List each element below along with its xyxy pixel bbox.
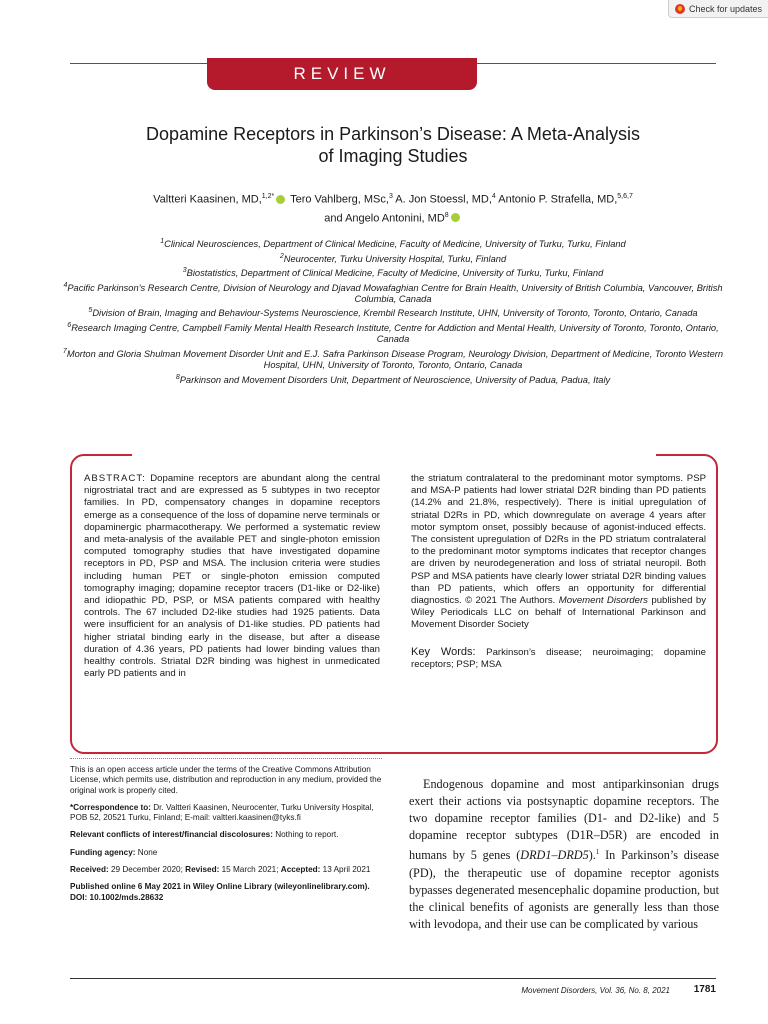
- check-for-updates-label: Check for updates: [689, 3, 763, 14]
- article-title: [80, 123, 706, 167]
- funding-text: None: [137, 847, 158, 857]
- affiliation-text: Division of Brain, Imaging and Behaviour-Systems Neuroscience, Krembil Research Institute, UHN, University of Toronto, Toronto, Ontario, Canada: [92, 308, 698, 319]
- citation-ref[interactable]: 1: [595, 848, 600, 857]
- abstract-text-left: Dopamine receptors are abundant along the central nigrostriatal tract and are expressed as 5 subtypes in two receptor families. In PD, compensatory changes in dopamine receptors emerge as a consequence of the loss of dopamine nerve terminals or dopaminergic pharmacotherapy. We performed a systematic review and meta-analysis of the available PET and single-photon emission computed tomography studies that have investigated dopamine receptors in PD, PSP and MSA. The inclusion criteria were studies including human PET or single-photon emission computed tomography imaging; dopamine receptor tracers (D1-like or D2-like) and idiopathic PD, PSP, or MSA patients compared with healthy controls. The 67 included D2-like studies had 1925 patients. Data were insufficient for an analysis of D1-like studies. PD patients had higher striatal binding early in the disease, but after a disease duration of 4.36 years, PD patients had lower binding values than healthy controls. Striatal D2R binding was highest in unmedicated early PD patients and in: [84, 473, 380, 680]
- title-line-2: of Imaging Studies: [318, 146, 468, 166]
- abstract-text-right: the striatum contralateral to the predominant motor symptoms. PSP and MSA-P patients had lower striatal D2R binding than PD patients (14.2% and 21.8%, respectively). There is initial upregulation of striatal D2Rs in PD, which downregulate on average 4 years after motor symptom onset, possibly because of agonist-induced effects. The consistent upregulation of D2Rs in the PD striatum contralateral to the predominant motor symptoms indicates that receptor changes are driven by neurodegeneration and loss of striatal neuropil. Both PSP and MSA patients have clearly lower striatal D2R binding values than PD patients, which offers an opportunity for differential diagnostics. © 2021 The Authors.: [411, 473, 706, 607]
- affiliation-text: Pacific Parkinson’s Research Centre, Division of Neurology and Djavad Mowafaghian Centre for Brain Health, University of British Columbia, Vancouver, British Columbia, Canada: [67, 282, 723, 304]
- abstract-text-tail: published by Wiley Periodicals LLC on behalf of International Parkinson and Movement Disorder Society: [411, 595, 706, 631]
- affiliations: [60, 236, 726, 386]
- affiliation-number: 7: [62, 347, 67, 355]
- crossmark-icon: [675, 4, 685, 14]
- author-1: Valtteri Kaasinen, MD,: [153, 193, 262, 206]
- author-5-affil: 8: [444, 211, 449, 219]
- affiliation: [60, 372, 726, 387]
- open-access-note: This is an open access article under the terms of the Creative Commons Attribution License, which permits use, distribution and reproduction in any medium, provided the original work is properly cited.: [70, 765, 382, 795]
- abstract-left-column: [84, 473, 380, 680]
- received-date: 29 December 2020;: [110, 865, 183, 875]
- affiliation: [60, 265, 726, 280]
- accepted-label: Accepted:: [280, 865, 321, 875]
- affiliation-number: 3: [182, 267, 187, 274]
- abstract-right-column: [411, 473, 706, 671]
- affiliation: [60, 251, 726, 266]
- funding-label: Funding agency:: [70, 847, 136, 857]
- affiliation-number: 2: [279, 252, 284, 260]
- author-3: A. Jon Stoessl, MD,: [395, 193, 492, 206]
- correspondence-label: *Correspondence to:: [70, 802, 151, 812]
- gene-names: DRD1–DRD5: [520, 848, 589, 863]
- author-5: and Angelo Antonini, MD: [324, 212, 445, 225]
- author-2-affil: 3: [388, 193, 393, 200]
- journal-name: Movement Disorders: [558, 595, 648, 607]
- affiliation: [60, 320, 726, 346]
- affiliation-text: Neurocenter, Turku University Hospital, Turku, Finland: [283, 253, 507, 264]
- correspondence-text: Dr. Valtteri Kaasinen, Neurocenter, Turku University Hospital, POB 52, 20521 Turku, Finland; E-mail: valtteri.kaasinen@tyks.fi: [70, 802, 374, 823]
- affiliation-text: Morton and Gloria Shulman Movement Disorder Unit and E.J. Safra Parkinson Disease Program, Neurology Division, Department of Medicine, Toronto Western Hospital, UHN, University of Toronto, Toronto, Ontario, Canada: [66, 348, 724, 371]
- author-1-affil: 1,2*: [261, 193, 275, 200]
- body-text-a: Endogenous dopamine and most antiparkinsonian drugs exert their actions via postsynaptic dopamine receptors. The two dopamine receptor families (D1- and D2-like) and 5 dopamine receptor subtypes (D1R–D5R) are encoded in humans by 5 genes (: [409, 777, 719, 863]
- affiliation-text: Research Imaging Centre, Campbell Family Mental Health Research Institute, Centre for Addiction and Mental Health, University of Toronto, Toronto, Ontario, Canada: [71, 323, 719, 345]
- affiliation-text: Clinical Neurosciences, Department of Clinical Medicine, Faculty of Medicine, University of Turku, Turku, Finland: [164, 239, 626, 250]
- author-4: Antonio P. Strafella, MD,: [498, 193, 618, 206]
- received-label: Received:: [70, 865, 109, 875]
- page-number: 1781: [693, 984, 716, 995]
- orcid-icon[interactable]: [276, 195, 285, 204]
- affiliation-number: 8: [175, 373, 180, 381]
- body-paragraph: [409, 776, 719, 933]
- affiliation-number: 5: [88, 307, 93, 315]
- keywords: [411, 646, 706, 671]
- funding: [70, 848, 382, 858]
- dates: [70, 865, 382, 875]
- author-list: [90, 189, 696, 226]
- conflicts-label: Relevant conflicts of interest/financial discolosures:: [70, 830, 273, 840]
- body-text-c: In Parkinson’s disease (PD), the therapeutic use of dopamine receptor agonists bypasses degenerated mesencephalic dopamine production, but the clinical benefits of agonists are generally less than those with levodopa, and their use can be complicated by various: [409, 848, 719, 931]
- author-3-affil: 4: [491, 193, 496, 200]
- affiliation: [60, 346, 726, 372]
- affiliation-text: Parkinson and Movement Disorders Unit, Department of Neuroscience, University of Padua, Padua, Italy: [179, 374, 611, 385]
- title-line-1: Dopamine Receptors in Parkinson’s Disease: A Meta-Analysis: [146, 124, 640, 144]
- section-banner: REVIEW: [207, 58, 477, 90]
- affiliation: [60, 236, 726, 251]
- correspondence: [70, 803, 382, 824]
- keywords-text: Parkinson’s disease; neuroimaging; dopamine receptors; PSP; MSA: [411, 646, 707, 670]
- affiliation-number: 6: [67, 321, 72, 329]
- published-online: Published online 6 May 2021 in Wiley Online Library (wileyonlinelibrary.com). DOI: 10.1002/mds.28632: [70, 882, 370, 902]
- front-matter: [70, 758, 382, 910]
- affiliation-number: 1: [160, 238, 165, 245]
- affiliation-text: Biostatistics, Department of Clinical Medicine, Faculty of Medicine, University of Turku, Turku, Finland: [186, 268, 604, 279]
- dotted-divider: [70, 758, 382, 759]
- orcid-icon[interactable]: [451, 213, 460, 222]
- check-for-updates-button[interactable]: [668, 0, 768, 18]
- author-4-affil: 5,6,7: [617, 193, 633, 200]
- author-2: Tero Vahlberg, MSc,: [290, 193, 389, 206]
- affiliation-number: 4: [63, 281, 68, 289]
- revised-label: Revised:: [185, 865, 220, 875]
- abstract-heading: ABSTRACT:: [84, 473, 146, 484]
- affiliation: [60, 305, 726, 320]
- bottom-rule: [70, 978, 716, 979]
- footer-journal: Movement Disorders, Vol. 36, No. 8, 2021: [521, 986, 670, 995]
- accepted-date: 13 April 2021: [322, 865, 371, 875]
- conflicts-text: Nothing to report.: [275, 830, 339, 840]
- revised-date: 15 March 2021;: [221, 865, 279, 875]
- conflicts: [70, 830, 382, 840]
- affiliation: [60, 280, 726, 306]
- keywords-heading: Key Words:: [411, 645, 476, 658]
- body-text-b: ).: [588, 848, 596, 863]
